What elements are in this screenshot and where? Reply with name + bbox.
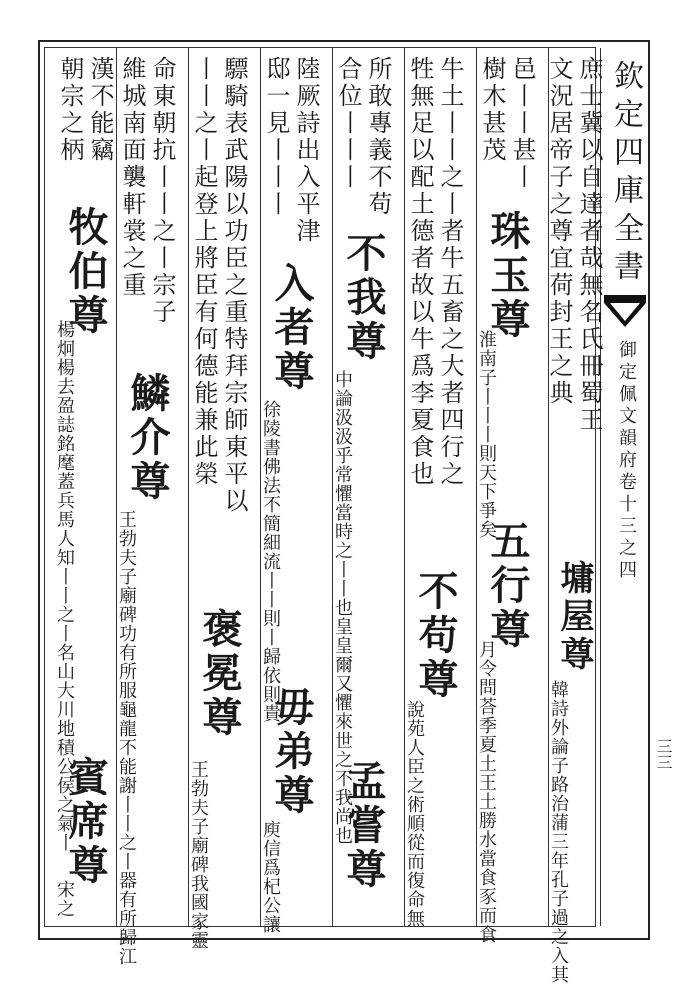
- column-2-tail-text: [476, 330, 538, 539]
- column-5-entry: [260, 262, 322, 412]
- entry-heading: 珠玉尊: [484, 210, 531, 342]
- annotation-text: 徐陵書佛法不簡細流丨丨則丨歸依則貴: [260, 400, 281, 723]
- entry-heading: 不我尊: [340, 232, 387, 364]
- entry-heading: 墉屋尊: [554, 560, 594, 674]
- page-number: 三三: [654, 738, 673, 770]
- annotation-text: 中論汲汲乎常懼當時之丨丨也皇皇爾又懼來世之不我尚也: [332, 370, 353, 845]
- entry-heading: 孟嘗尊: [340, 760, 387, 892]
- column-6-tail-text: [188, 760, 250, 950]
- column-line: 命東朝抗丨丨之丨宗子: [148, 56, 176, 326]
- column-line: 庶士冀以自達者哉無名氏冊蜀王: [575, 56, 603, 434]
- column-line: 丨丨之丨起登上將臣有何德能兼此榮: [190, 56, 218, 488]
- entry-heading: 賓席尊: [62, 756, 109, 888]
- column-line: 文況居帝子之尊宜荷封王之典: [545, 56, 573, 407]
- entry-heading: 五行尊: [484, 520, 531, 652]
- column-line: 邑丨丨甚丨: [508, 56, 536, 191]
- entry-heading: 入者尊: [268, 262, 315, 394]
- annotation-text: 說苑人臣之術順從而復命無: [404, 700, 425, 928]
- entry-heading: 不苟尊: [412, 570, 459, 702]
- column-line: 邸一見丨丨丨: [262, 56, 290, 218]
- annotation-text: 王勃夫子廟碑我國家靈: [188, 760, 209, 950]
- column-5-tail-text: [260, 400, 322, 723]
- column-line: 漢不能竊: [86, 56, 114, 164]
- column-7-tail-text: [116, 510, 178, 966]
- annotation-text: 宋之: [54, 880, 75, 918]
- entry-heading: 牧伯尊: [62, 206, 109, 338]
- column-3-entry: [404, 570, 466, 720]
- annotation-text: 淮南子丨丨丨則天下爭矣: [476, 330, 497, 539]
- column-line: 牲無足以配土德者故以牛爲李夏食也: [406, 56, 434, 488]
- column-line: 朝宗之柄: [56, 56, 84, 164]
- annotation-text: 韓詩外論子路治蒲三年孔子過之入其: [548, 680, 569, 984]
- annotation-text: 月令問荅季夏土王土勝水當食豕而食: [476, 640, 497, 944]
- column-line: 合位丨丨丨: [334, 56, 362, 191]
- column-2-tail-text-2: [476, 640, 538, 944]
- column-3-tail-text: [404, 700, 466, 928]
- volume-subtitle: 御定佩文韻府卷十三之四: [616, 340, 637, 582]
- column-line: 樹木甚茂: [478, 56, 506, 164]
- column-line: 維城南面襲軒裳之重: [118, 56, 146, 299]
- annotation-text: 楊炯楊去盈誌銘麾蓋兵馬人知丨丨之丨名山大川地積公侯之氣丨: [54, 320, 75, 852]
- column-5-tail-text-2: [260, 820, 322, 934]
- column-8-tail-text-2: [54, 880, 116, 920]
- annotation-text: 庾信爲杞公讓: [260, 820, 281, 934]
- entry-heading: 褒冕尊: [196, 608, 243, 740]
- column-line: 陸厥詩出入平津: [292, 56, 320, 245]
- column-line: 驃騎表武陽以功臣之重特拜宗師東平以: [220, 56, 248, 515]
- book-title: 欽定四庫全書: [608, 60, 643, 288]
- entry-heading: 鱗介尊: [124, 372, 171, 504]
- column-line: 牛土丨丨之丨者牛五畜之大者四行之: [436, 56, 464, 488]
- column-line: 所敢專義不苟: [364, 56, 392, 218]
- entry-heading: 毋弟尊: [268, 686, 315, 818]
- fish-tail-mark: [604, 295, 646, 335]
- column-1-tail-text: [548, 680, 600, 984]
- annotation-text: 王勃夫子廟碑功有所服龜龍不能謝丨丨之丨器有所歸江: [116, 510, 137, 966]
